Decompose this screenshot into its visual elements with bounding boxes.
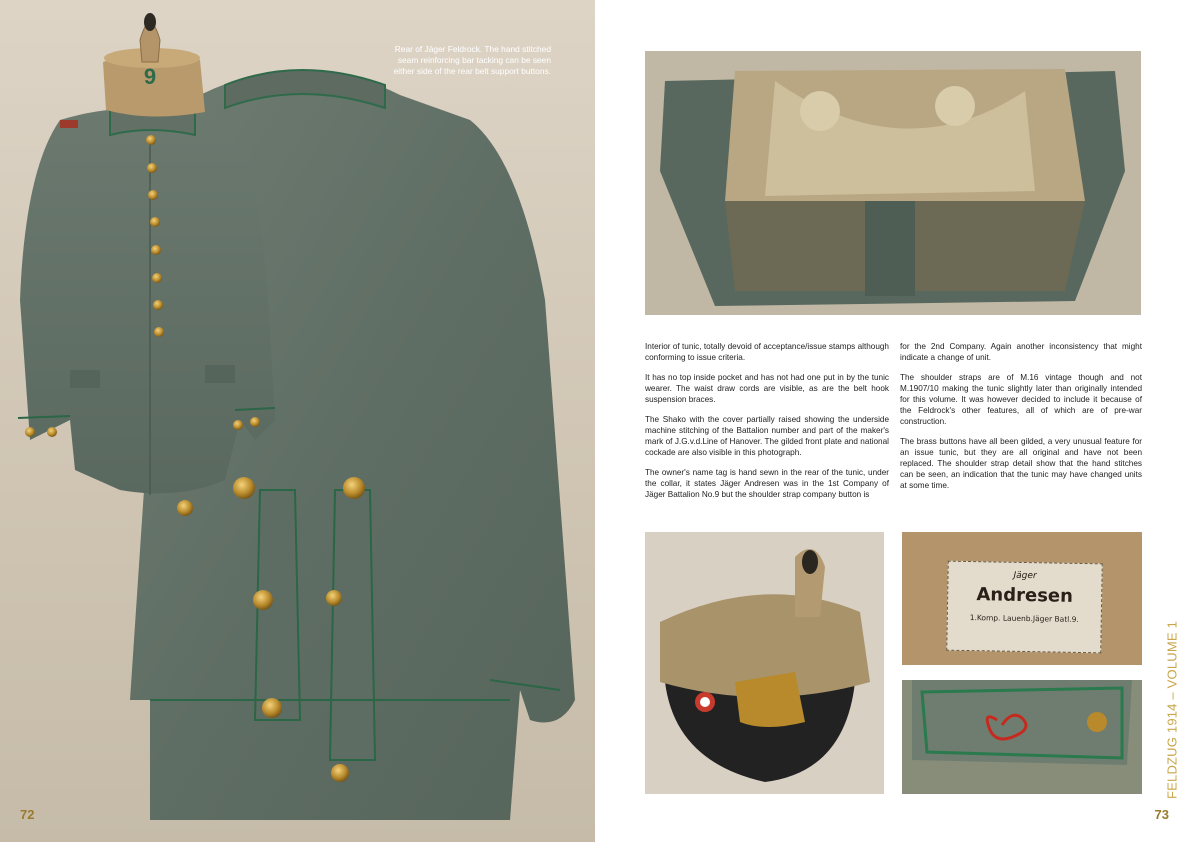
spine-label [1157,620,1187,800]
col1-para-3: The Shako with the cover partially raised showing the underside machine stitching of the Battalion number and part of the maker's mark of J.G.v.d.Line of Hanover. The gilded front plate and national cockade are also visible in this photograph. [645,415,889,457]
col2-para-3: The brass buttons have all been gilded, a very unusual feature for an issue tunic, but they are all original and have not been replaced. The shoulder strap detail show that the hand stitches can be seen, an indication that the tunic may have changed units at some time. [900,437,1142,490]
name-tag-line-2: Andresen [976,584,1074,607]
shoulder-strap-photo [902,680,1142,794]
col1-para-2: It has no top inside pocket and has not had one put in by the tunic wearer. The waist draw cords are visible, as are the belt hook suspension braces. [645,373,889,404]
spine-text: FELDZUG 1914 – VOLUME 1 [1164,621,1180,799]
tunic-interior-photo [645,51,1141,315]
name-tag-photo [902,532,1142,665]
col2-para-2: The shoulder straps are of M.16 vintage though and not M.1907/10 making the tunic slightly later than originally intended for this volume. It was however decided to include it because of the Feldrock's other features, all of which are of pre-war construction. [900,373,1142,426]
name-tag-line-1: Jäger [1013,570,1037,582]
col1-para-4: The owner's name tag is hand sewn in the rear of the tunic, under the collar, it states Jäger Andresen was in the 1st Company of Jäger Battalion No.9 but the shoulder strap company button is [645,468,889,499]
shako-number: 9 [143,64,157,89]
page-number-left: 72 [20,807,35,822]
text-column-2 [900,341,1142,500]
right-page [595,0,1189,842]
shako-photo [645,532,884,794]
page-number-right: 73 [1154,807,1169,822]
name-tag [946,561,1103,654]
name-tag-line-3: 1.Komp. Lauenb.Jäger Batl.9. [969,613,1079,624]
text-column-1 [645,341,889,509]
col2-para-1: for the 2nd Company. Again another inconsistency that might indicate a change of unit. [900,342,1142,362]
photo-caption: Rear of Jäger Feldrock. The hand stitched seam reinforcing bar tacking can be seen either side of the rear belt support buttons. [393,44,551,76]
col1-para-1: Interior of tunic, totally devoid of acceptance/issue stamps although conforming to issue criteria. [645,342,889,362]
